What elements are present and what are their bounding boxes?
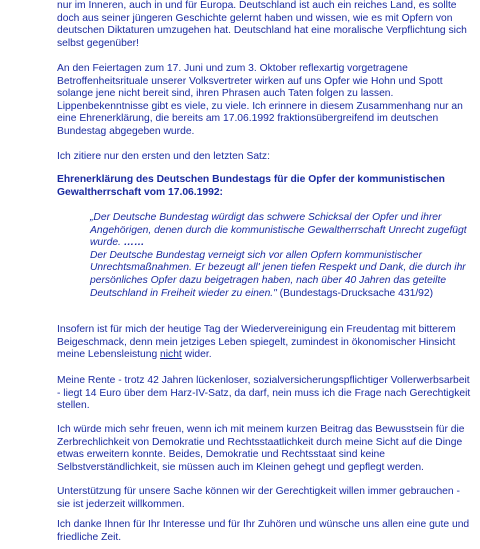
quote-first-sentence: „Der Deutsche Bundestag würdigt das schwere Schicksal der Opfer und ihrer Angehörigen, denen durch die kommunistische Gewaltherrschaft Unrecht zugefügt wurde. xyxy=(90,212,467,249)
p4-text-before: Insofern ist für mich der heutige Tag der Wiedervereinigung ein Freudentag mit bitterem Beigeschmack, denn mein jetziges Leben spiegelt, zumindest in ökonomischer Hinsicht meine Lebensleistung xyxy=(57,324,456,361)
declaration-quote xyxy=(90,212,474,300)
paragraph-wiedervereinigung xyxy=(57,324,473,362)
p4-text-after: wider. xyxy=(181,349,212,361)
quote-last-sentence: Der Deutsche Bundestag verneigt sich vor allen Opfern kommunistischer Unrechtsmaßnahmen. Er bezeugt all' jenen tiefen Respekt und Dank, die durch ihr persönliches Opfer dazu beigetragen haben, nach über 40 Jahren das geteilte Deutschland in Freiheit wieder zu einen." xyxy=(90,249,466,299)
quote-source: (Bundestags-Drucksache 431/92) xyxy=(276,287,434,299)
paragraph-bewusstsein: Ich würde mich sehr freuen, wenn ich mit meinem kurzen Beitrag das Bewusstsein für die Zerbrechlichkeit von Demokratie und Rechtsstaatlichkeit durch meine Sicht auf die Dinge etwas erweitern konnte. Beides, Demokratie und Rechtsstaat sind keine Selbstverständlichkeit, sie müssen auch im Kleinen gehegt und gepflegt werden. xyxy=(57,424,465,473)
paragraph-feiertage: An den Feiertagen zum 17. Juni und zum 3. Oktober reflexartig vorgetragene Betroffenheitsrituale unserer Volksvertreter wirken auf uns Opfer wie Hohn und Spott solange jene nicht bereit sind, ihren Phrasen auch Taten folgen zu lassen. Lippenbekenntnisse gibt es viele, zu viele. Ich erinnere in diesem Zusammenhang nur an eine Ehrenerklärung, die bereits am 17.06.1992 fraktionsübergreifend im deutschen Bundestag abgegeben wurde. xyxy=(57,63,463,137)
paragraph-unterstuetzung: Unterstützung für unsere Sache können wir der Gerechtigkeit willen immer gebrauchen - sie ist jederzeit willkommen. xyxy=(57,486,460,510)
declaration-heading: Ehrenerklärung des Deutschen Bundestags für die Opfer der kommunistischen Gewaltherrschaft vom 17.06.1992: xyxy=(57,174,445,198)
paragraph-intro: nur im Inneren, auch in und für Europa. Deutschland ist auch ein reiches Land, es sollte doch aus seiner jüngeren Geschichte gelernt haben und wissen, wie es mit Opfern von deutschen Diktaturen umzugehen hat. Deutschland hat eine moralische Verpflichtung sich selbst gegenüber! xyxy=(57,0,467,49)
paragraph-dank: Ich danke Ihnen für Ihr Interesse und für Ihr Zuhören und wünsche uns allen eine gute und friedliche Zeit. xyxy=(57,519,470,543)
p4-underlined-word: nicht xyxy=(160,349,182,361)
paragraph-zitat-intro: Ich zitiere nur den ersten und den letzten Satz: xyxy=(57,151,270,162)
paragraph-rente: Meine Rente - trotz 42 Jahren lückenloser, sozialversicherungspflichtiger Vollerwerbsarbeit - liegt 14 Euro über dem Harz-IV-Satz, da darf, nein muss ich die Frage nach Gerechtigkeit stellen. xyxy=(57,375,471,412)
quote-ellipsis: …… xyxy=(120,237,145,249)
